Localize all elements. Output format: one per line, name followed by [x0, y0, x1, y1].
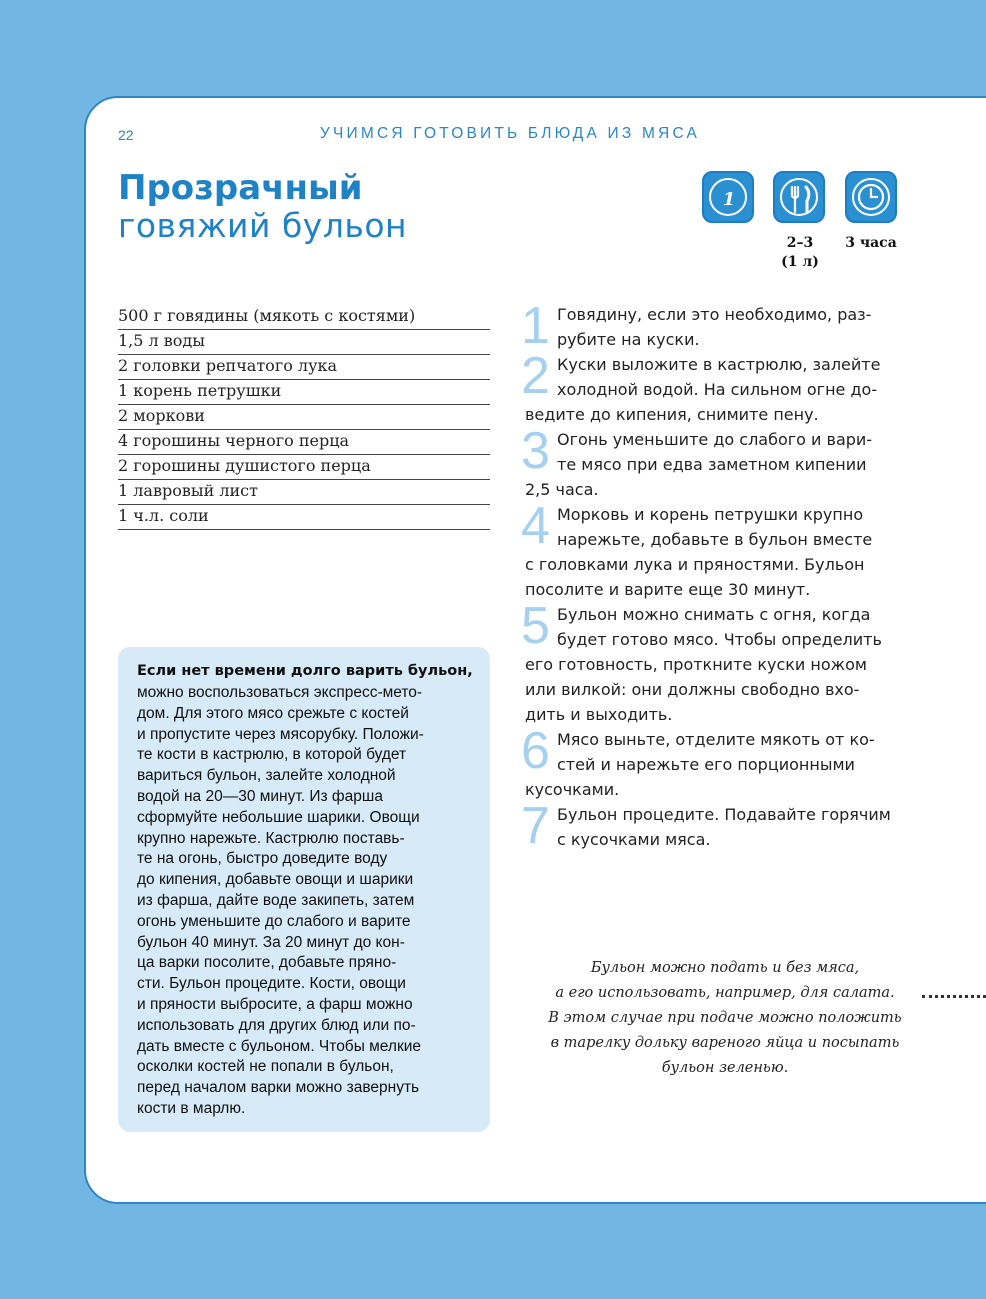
page-number: 22: [118, 127, 134, 143]
step-text-line: рубите на куски.: [557, 330, 700, 349]
step-number: 1: [521, 297, 550, 355]
step-text-line: Морковь и корень петрушки крупно: [557, 505, 864, 524]
note-line: бульон зеленью.: [661, 1060, 789, 1076]
recipe-title-line2: говяжий бульон: [118, 206, 408, 245]
tip-line: сформуйте небольшие шарики. Овощи: [137, 808, 420, 826]
ingredient-item: 4 горошины черного перца: [118, 430, 490, 455]
step-text-line: холодной водой. На сильном огне до-: [557, 380, 878, 399]
tip-line: до кипения, добавьте овощи и шарики: [137, 871, 414, 889]
ingredient-item: 1 ч.л. соли: [118, 505, 490, 530]
tip-line: бульон 40 минут. За 20 минут до кон-: [137, 933, 405, 951]
tip-line: дать вместе с бульоном. Чтобы мелкие: [137, 1037, 422, 1055]
step-number: 7: [521, 797, 550, 855]
tip-line: дом. Для этого мясо срежьте с костей: [137, 704, 409, 722]
note-line: Бульон можно подать и без мяса,: [590, 960, 860, 976]
tip-line: ца варки посолите, добавьте пряно-: [137, 954, 397, 972]
tip-line: сти. Бульон процедите. Кости, овощи: [137, 975, 406, 993]
recipe-title-line1: Прозрачный: [118, 168, 363, 208]
tip-line: вариться бульон, залейте холодной: [137, 767, 396, 785]
step-text-line: Огонь уменьшите до слабого и вари-: [557, 430, 873, 449]
tip-line: использовать для других блюд или по-: [137, 1016, 416, 1034]
step-number: 3: [521, 422, 550, 480]
tip-line: огонь уменьшите до слабого и варите: [137, 912, 411, 930]
step-text-line: дить и выходить.: [525, 705, 673, 724]
tip-line: те кости в кастрюлю, в которой будет: [137, 746, 407, 764]
ingredient-item: 1,5 л воды: [118, 330, 490, 355]
tip-line: крупно нарежьте. Кастрюлю поставь-: [137, 829, 405, 847]
step-text-line: с кусочками мяса.: [557, 830, 711, 849]
step-number: 2: [521, 347, 550, 405]
tip-line: те на огонь, быстро доведите воду: [137, 850, 388, 868]
tip-line: из фарша, дайте воде закипеть, затем: [137, 892, 415, 909]
step-text-line: с головками лука и пряностями. Бульон: [525, 555, 865, 574]
step-text-line: нарежьте, добавьте в бульон вместе: [557, 530, 873, 549]
tip-line: кости в марлю.: [137, 1100, 246, 1117]
tip-line: можно воспользоваться экспресс-мето-: [137, 684, 423, 701]
time-label: 3 часа: [845, 235, 897, 251]
difficulty-icon: [702, 171, 754, 223]
tip-line: водой на 20—30 минут. Из фарша: [137, 788, 383, 805]
ingredient-item: 1 лавровый лист: [118, 480, 490, 505]
step-text-line: или вилкой: они должны свободно вхо-: [525, 680, 860, 699]
section-title: УЧИМСЯ ГОТОВИТЬ БЛЮДА ИЗ МЯСА: [319, 125, 701, 142]
step-number: 5: [521, 597, 550, 655]
note-line: В этом случае при подаче можно положить: [548, 1010, 902, 1026]
ingredient-item: 2 головки репчатого лука: [118, 355, 490, 380]
step-text-line: 2,5 часа.: [525, 480, 599, 499]
tip-heading: Если нет времени долго варить бульон,: [137, 663, 473, 679]
step-text-line: Бульон можно снимать с огня, когда: [557, 605, 871, 624]
ingredient-item: 500 г говядины (мякоть с костями): [118, 305, 490, 330]
step-text-line: те мясо при едва заметном кипении: [557, 455, 867, 474]
tip-line: и пряности выбросите, а фарш можно: [137, 996, 413, 1013]
step-text-line: кусочками.: [525, 780, 620, 799]
step-text-line: ведите до кипения, снимите пену.: [525, 405, 819, 424]
step-text-line: Говядину, если это необходимо, раз-: [557, 305, 872, 324]
ingredient-item: 2 моркови: [118, 405, 490, 430]
tip-line: и пропустите через мясорубку. Положи-: [137, 725, 424, 743]
note-line: в тарелку дольку вареного яйца и посыпать: [550, 1035, 900, 1051]
step-text-line: посолите и варите еще 30 минут.: [525, 580, 811, 599]
step-text-line: стей и нарежьте его порционными: [557, 755, 855, 774]
step-text-line: Куски выложите в кастрюлю, залейте: [557, 355, 881, 374]
fork-knife-icon: [773, 171, 825, 223]
step-number: 6: [521, 722, 550, 780]
ingredient-item: 2 горошины душистого перца: [118, 455, 490, 480]
step-text-line: будет готово мясо. Чтобы определить: [557, 630, 882, 649]
step-text-line: Бульон процедите. Подавайте горячим: [557, 805, 891, 824]
tip-line: осколки костей не попали в бульон,: [137, 1058, 394, 1076]
dotted-leader: [922, 995, 986, 998]
step-text-line: его готовность, проткните куски ножом: [525, 655, 867, 674]
note-line: а его использовать, например, для салата.: [555, 985, 895, 1001]
servings-label: 2–3 (1 л): [781, 235, 819, 270]
tip-line: перед началом варки можно завернуть: [137, 1079, 420, 1097]
step-number: 4: [521, 497, 550, 555]
clock-icon: [845, 171, 897, 223]
ingredient-item: 1 корень петрушки: [118, 380, 490, 405]
difficulty-level: 1: [722, 189, 736, 210]
step-text-line: Мясо выньте, отделите мякоть от ко-: [557, 730, 875, 749]
